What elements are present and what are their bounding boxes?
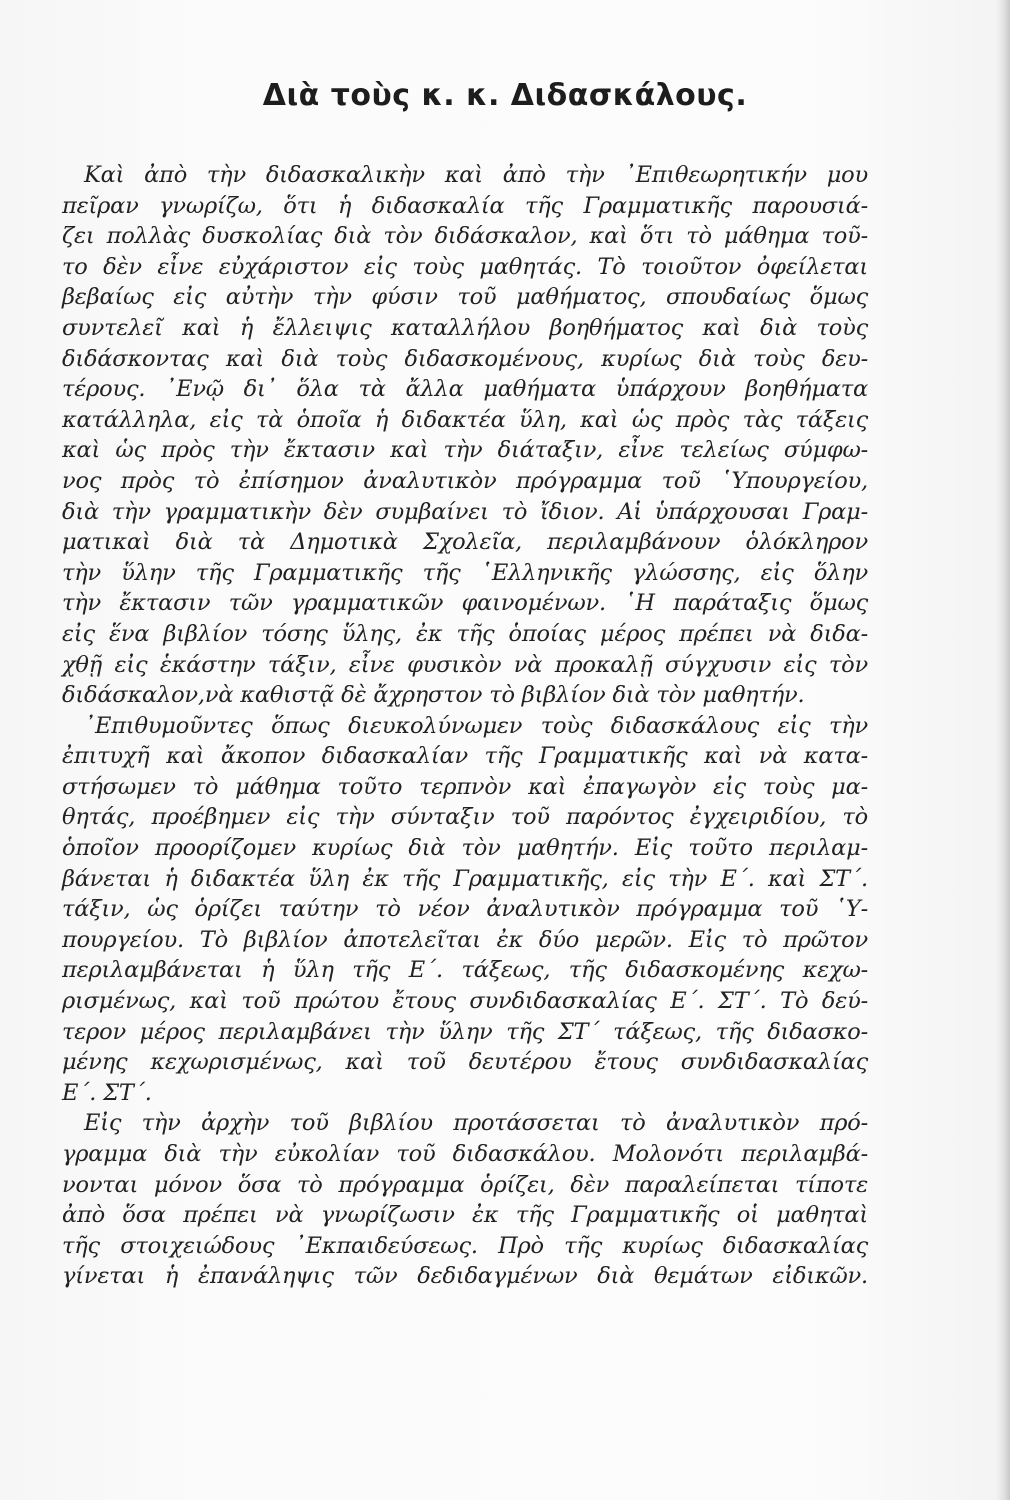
text-line: ζει πολλὰς δυσκολίας διὰ τὸν διδάσκαλον, καὶ ὅτι τὸ μάθημα τοῦ- [62, 223, 868, 250]
text-line: ᾿Επιθυμοῦντες ὅπως διευκολύνωμεν τοὺς διδασκάλους εἰς τὴν [84, 712, 868, 739]
text-line: πουργείου. Τὸ βιβλίον ἀποτελεῖται ἐκ δύο μερῶν. Εἰς τὸ πρῶτον [62, 926, 868, 953]
text-line: ἐπιτυχῆ καὶ ἄκοπον διδασκαλίαν τῆς Γραμματικῆς καὶ νὰ κατα- [62, 743, 868, 770]
text-line: εἰς ἕνα βιβλίον τόσης ὕλης, ἐκ τῆς ὁποίας μέρος πρέπει νὰ διδα- [62, 620, 868, 647]
text-line: περιλαμβάνεται ἡ ὕλη τῆς Ε΄. τάξεως, τῆς διδασκομένης κεχω- [62, 957, 868, 984]
text-line: Εἰς τὴν ἀρχὴν τοῦ βιβλίου προτάσσεται τὸ ἀναλυτικὸν πρό- [84, 1110, 868, 1137]
text-line: τερον μέρος περιλαμβάνει τὴν ὕλην τῆς ΣΤ΄ τάξεως, τῆς διδασκο- [62, 1018, 868, 1045]
page-edge-shadow [996, 0, 1010, 1500]
text-line: νος πρὸς τὸ ἐπίσημον ἀναλυτικὸν πρόγραμμα τοῦ ῾Υπουργείου, [62, 467, 868, 494]
text-line: διδάσκοντας καὶ διὰ τοὺς διδασκομένους, κυρίως διὰ τοὺς δευ- [62, 345, 868, 372]
text-line: Ε΄. ΣΤ΄. [62, 1079, 152, 1106]
text-line: τὴν ἔκτασιν τῶν γραμματικῶν φαινομένων. ῾Η παράταξις ὅμως [62, 590, 868, 617]
text-line: κατάλληλα, εἰς τὰ ὁποῖα ἡ διδακτέα ὕλη, καὶ ὡς πρὸς τὰς τάξεις [62, 406, 868, 433]
text-line: καὶ ὡς πρὸς τὴν ἔκτασιν καὶ τὴν διάταξιν, εἶνε τελείως σύμφω- [62, 437, 868, 464]
text-line: βάνεται ἡ διδακτέα ὕλη ἐκ τῆς Γραμματικῆς, εἰς τὴν Ε΄. καὶ ΣΤ΄. [62, 865, 868, 892]
text-line: γίνεται ἡ ἐπανάληψις τῶν δεδιδαγμένων διὰ θεμάτων εἰδικῶν. [62, 1263, 868, 1290]
text-line: χθῇ εἰς ἑκάστην τάξιν, εἶνε φυσικὸν νὰ προκαλῇ σύγχυσιν εἰς τὸν [62, 651, 868, 678]
text-line: μένης κεχωρισμένως, καὶ τοῦ δευτέρου ἔτους συνδιδασκαλίας [62, 1049, 868, 1076]
text-line: Καὶ ἀπὸ τὴν διδασκαλικὴν καὶ ἀπὸ τὴν ᾿Επιθεωρητικήν μου [84, 162, 868, 188]
text-line: νονται μόνον ὅσα τὸ πρόγραμμα ὁρίζει, δὲν παραλείπεται τίποτε [62, 1171, 868, 1198]
text-line: ὁποῖον προορίζομεν κυρίως διὰ τὸν μαθητήν. Εἰς τοῦτο περιλαμ- [62, 835, 868, 862]
text-line: τάξιν, ὡς ὁρίζει ταύτην τὸ νέον ἀναλυτικὸν πρόγραμμα τοῦ ῾Υ- [62, 896, 868, 923]
text-line: διὰ τὴν γραμματικὴν δὲν συμβαίνει τὸ ἴδιον. Αἱ ὑπάρχουσαι Γραμ- [62, 498, 868, 525]
text-line: στήσωμεν τὸ μάθημα τοῦτο τερπνὸν καὶ ἐπαγωγὸν εἰς τοὺς μα- [62, 773, 868, 800]
text-line: τέρους. ᾿Ενῷ δι᾿ ὅλα τὰ ἄλλα μαθήματα ὑπάρχουν βοηθήματα [62, 376, 868, 403]
text-line: ματικαὶ διὰ τὰ Δημοτικὰ Σχολεῖα, περιλαμβάνουν ὁλόκληρον [62, 529, 868, 556]
text-line: ρισμένως, καὶ τοῦ πρώτου ἔτους συνδιδασκαλίας Ε΄. ΣΤ΄. Τὸ δεύ- [62, 988, 868, 1015]
text-line: τῆς στοιχειώδους ᾿Εκπαιδεύσεως. Πρὸ τῆς κυρίως διδασκαλίας [62, 1232, 868, 1259]
text-line: τὴν ὕλην τῆς Γραμματικῆς τῆς ῾Ελληνικῆς γλώσσης, εἰς ὅλην [62, 559, 868, 586]
text-line: θητάς, προέβημεν εἰς τὴν σύνταξιν τοῦ παρόντος ἐγχειριδίου, τὸ [62, 804, 868, 831]
text-line: το δὲν εἶνε εὐχάριστον εἰς τοὺς μαθητάς. Τὸ τοιοῦτον ὀφείλεται [62, 253, 868, 280]
text-line: συντελεῖ καὶ ἡ ἔλλειψις καταλλήλου βοηθήματος καὶ διὰ τοὺς [62, 314, 868, 341]
text-line: διδάσκαλον,νὰ καθιστᾷ δὲ ἄχρηστον τὸ βιβλίον διὰ τὸν μαθητήν. [62, 682, 805, 709]
text-line: γραμμα διὰ τὴν εὐκολίαν τοῦ διδασκάλου. Μολονότι περιλαμβά- [62, 1141, 868, 1167]
body-text [62, 160, 868, 1292]
text-line: πεῖραν γνωρίζω, ὅτι ἡ διδασκαλία τῆς Γραμματικῆς παρουσιά- [62, 192, 868, 219]
page-title: Διὰ τοὺς κ. κ. Διδασκάλους. [262, 78, 748, 113]
text-line: βεβαίως εἰς αὐτὴν τὴν φύσιν τοῦ μαθήματος, σπουδαίως ὅμως [62, 284, 868, 311]
text-line: ἀπὸ ὅσα πρέπει νὰ γνωρίζωσιν ἐκ τῆς Γραμματικῆς οἱ μαθηταὶ [62, 1202, 868, 1229]
